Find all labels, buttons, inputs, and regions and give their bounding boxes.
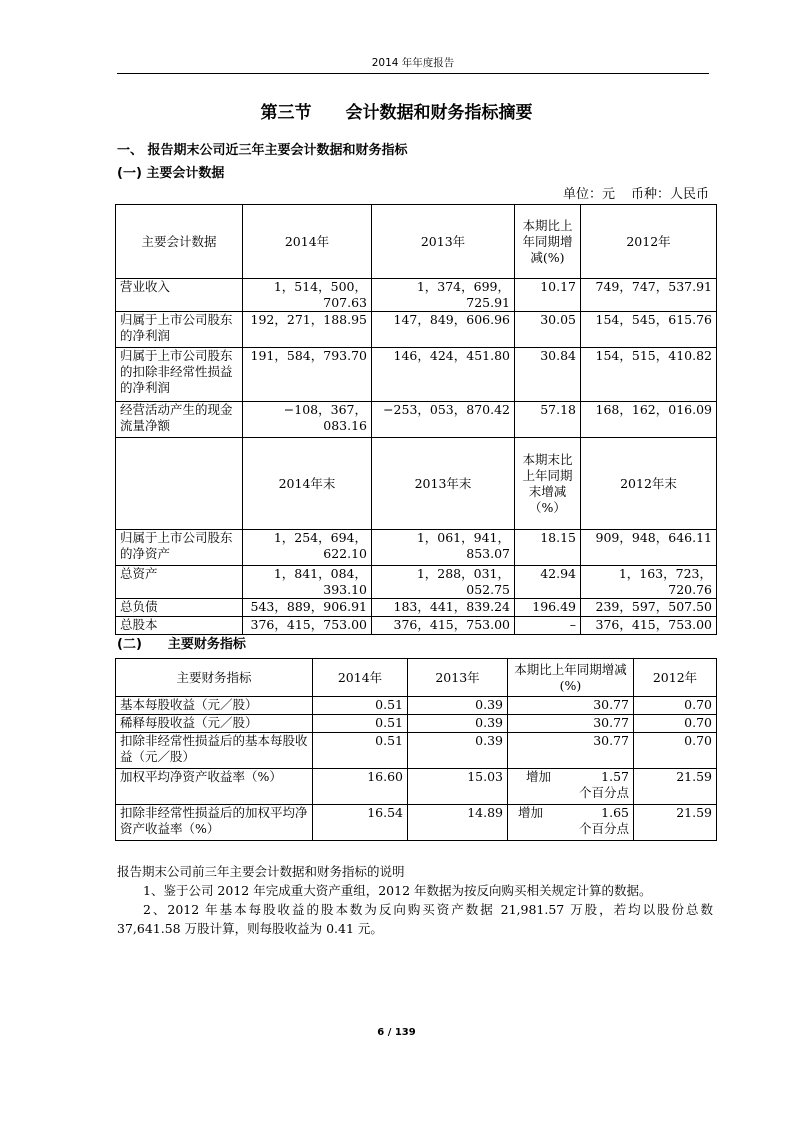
cell-change: 30.77 xyxy=(508,733,634,769)
header-cell-change: 本期比上年同期增减(%) xyxy=(515,205,581,279)
cell-2012: 749，747，537.91 xyxy=(581,279,717,312)
table-row xyxy=(116,697,717,715)
part1-heading: 一、 报告期末公司近三年主要会计数据和财务指标 xyxy=(117,143,408,158)
table-row xyxy=(116,348,717,402)
accounting-data-table xyxy=(115,204,717,635)
cell-2012: 168，162，016.09 xyxy=(581,402,717,438)
cell-2013: 0.39 xyxy=(408,715,508,733)
header-cell-2012: 2012年 xyxy=(634,659,717,697)
note-2: 2、2012 年基本每股收益的股本数为反向购买资产数据 21,981.57 万股，若均以股份总数 37,641.58 万股计算，则每股收益为 0.41 元。 xyxy=(117,902,713,936)
cell-change: 30.84 xyxy=(515,348,581,402)
table-row xyxy=(116,769,717,805)
header-cell-item: 主要财务指标 xyxy=(116,659,313,697)
table-row xyxy=(116,312,717,348)
cell-change: 18.15 xyxy=(515,530,581,566)
header-cell-2013: 2013年 xyxy=(408,659,508,697)
sub2-title: 主要财务指标 xyxy=(167,637,246,652)
row-item: 稀释每股收益（元／股） xyxy=(116,715,313,733)
page-number: 6 / 139 xyxy=(377,1027,416,1038)
note-1: 1、鉴于公司 2012 年完成重大资产重组，2012 年数据为按反向购买相关规定计算的数据。 xyxy=(143,883,652,898)
row-item: 总股本 xyxy=(116,617,243,635)
cell-2012: 154，515，410.82 xyxy=(581,348,717,402)
cell-change: 196.49 xyxy=(515,599,581,617)
cell-2014: 1，841，084，393.10 xyxy=(243,566,372,599)
cell-2013: −253，053，870.42 xyxy=(372,402,515,438)
cell-2012: 0.70 xyxy=(634,715,717,733)
cell-change: 42.94 xyxy=(515,566,581,599)
sub2-heading xyxy=(117,636,246,654)
change-value: 1.57 xyxy=(601,769,629,784)
table-header-row xyxy=(116,659,717,697)
cell-2013: 0.39 xyxy=(408,733,508,769)
row-item: 加权平均净资产收益率（%） xyxy=(116,769,313,805)
cell-2012: 0.70 xyxy=(634,697,717,715)
change-suffix: 个百分点 xyxy=(578,821,629,836)
header-cell-2013: 2013年 xyxy=(372,205,515,279)
cell-2013: 183，441，839.24 xyxy=(372,599,515,617)
cell-2013: 0.39 xyxy=(408,697,508,715)
header-cell-2012: 2012年 xyxy=(581,205,717,279)
cell-2014: 16.54 xyxy=(313,805,408,841)
change-prefix: 增加 xyxy=(526,769,552,784)
unit-label: 单位：元 xyxy=(562,187,615,202)
cell-2014: 0.51 xyxy=(313,715,408,733)
cell-2012: 154，545，615.76 xyxy=(581,312,717,348)
cell-2012: 909，948，646.11 xyxy=(581,530,717,566)
row-item: 总资产 xyxy=(116,566,243,599)
cell-2013: 15.03 xyxy=(408,769,508,805)
cell-2013: 14.89 xyxy=(408,805,508,841)
section-title xyxy=(0,101,793,125)
notes-title: 报告期末公司前三年主要会计数据和财务指标的说明 xyxy=(117,864,405,879)
subheader-cell-change: 本期末比上年同期末增减（%） xyxy=(515,438,581,530)
cell-2014: 0.51 xyxy=(313,733,408,769)
cell-2014: 191，584，793.70 xyxy=(243,348,372,402)
row-item: 归属于上市公司股东的扣除非经常性损益的净利润 xyxy=(116,348,243,402)
sub1-heading: (一) 主要会计数据 xyxy=(117,166,225,181)
row-item: 基本每股收益（元／股） xyxy=(116,697,313,715)
subheader-cell-2012: 2012年末 xyxy=(581,438,717,530)
table-header-row xyxy=(116,205,717,279)
cell-2012: 239，597，507.50 xyxy=(581,599,717,617)
cell-change xyxy=(508,805,634,841)
row-item: 扣除非经常性损益后的加权平均净资产收益率（%） xyxy=(116,805,313,841)
table-row xyxy=(116,566,717,599)
row-item: 营业收入 xyxy=(116,279,243,312)
unit-line xyxy=(563,186,709,204)
notes-section xyxy=(117,862,713,938)
cell-2014: 16.60 xyxy=(313,769,408,805)
header-cell-2014: 2014年 xyxy=(243,205,372,279)
cell-change: 10.17 xyxy=(515,279,581,312)
cell-change: 30.77 xyxy=(508,715,634,733)
cell-2013: 376，415，753.00 xyxy=(372,617,515,635)
table-row xyxy=(116,530,717,566)
row-item: 归属于上市公司股东的净资产 xyxy=(116,530,243,566)
page-header: 2014 年年度报告 xyxy=(371,57,455,69)
cell-2014: 543，889，906.91 xyxy=(243,599,372,617)
cell-2014: 1，514，500，707.63 xyxy=(243,279,372,312)
row-item: 总负债 xyxy=(116,599,243,617)
table-row xyxy=(116,715,717,733)
cell-change: 57.18 xyxy=(515,402,581,438)
cell-2014: 1，254，694，622.10 xyxy=(243,530,372,566)
cell-2013: 1，288，031，052.75 xyxy=(372,566,515,599)
subheader-cell-item xyxy=(116,438,243,530)
cell-2013: 147，849，606.96 xyxy=(372,312,515,348)
cell-2014: 192，271，188.95 xyxy=(243,312,372,348)
section-heading: 会计数据和财务指标摘要 xyxy=(345,103,533,123)
cell-2012: 21.59 xyxy=(634,805,717,841)
row-item: 归属于上市公司股东的净利润 xyxy=(116,312,243,348)
change-value: 1.65 xyxy=(601,805,629,820)
row-item: 扣除非经常性损益后的基本每股收益（元／股） xyxy=(116,733,313,769)
row-item: 经营活动产生的现金流量净额 xyxy=(116,402,243,438)
cell-2013: 146，424，451.80 xyxy=(372,348,515,402)
header-rule xyxy=(117,73,709,74)
cell-2012: 21.59 xyxy=(634,769,717,805)
table-row xyxy=(116,279,717,312)
table-row xyxy=(116,402,717,438)
table-row xyxy=(116,805,717,841)
header-cell-item: 主要会计数据 xyxy=(116,205,243,279)
cell-2012: 376，415，753.00 xyxy=(581,617,717,635)
header-cell-change: 本期比上年同期增减(%) xyxy=(508,659,634,697)
subheader-cell-2013: 2013年末 xyxy=(372,438,515,530)
table-subheader-row xyxy=(116,438,717,530)
change-suffix: 个百分点 xyxy=(578,785,629,800)
cell-2013: 1，061，941，853.07 xyxy=(372,530,515,566)
cell-2014: 0.51 xyxy=(313,697,408,715)
table-row xyxy=(116,599,717,617)
header-cell-2014: 2014年 xyxy=(313,659,408,697)
cell-change xyxy=(508,769,634,805)
cell-2012: 0.70 xyxy=(634,733,717,769)
cell-2013: 1，374，699，725.91 xyxy=(372,279,515,312)
cell-2014: −108，367，083.16 xyxy=(243,402,372,438)
section-number: 第三节 xyxy=(260,103,312,123)
subheader-cell-2014: 2014年末 xyxy=(243,438,372,530)
cell-change: 30.77 xyxy=(508,697,634,715)
cell-change: 30.05 xyxy=(515,312,581,348)
financial-indicators-table xyxy=(115,658,717,841)
cell-change: – xyxy=(515,617,581,635)
currency-label: 币种：人民币 xyxy=(630,187,709,202)
sub2-label: (二) xyxy=(117,637,142,652)
table-row xyxy=(116,733,717,769)
table-row xyxy=(116,617,717,635)
change-prefix: 增加 xyxy=(518,805,544,820)
cell-2012: 1，163，723，720.76 xyxy=(581,566,717,599)
cell-2014: 376，415，753.00 xyxy=(243,617,372,635)
